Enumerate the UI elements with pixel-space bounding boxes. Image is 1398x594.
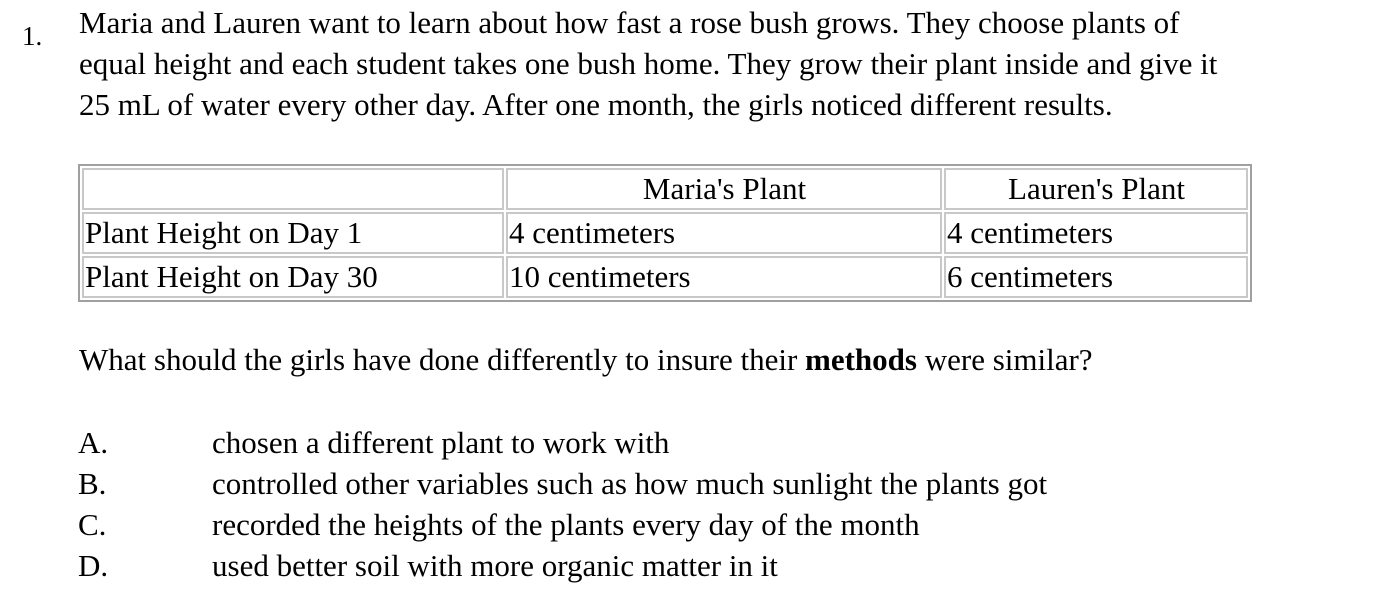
table-row [82, 256, 1248, 298]
table-cell: 10 centimeters [506, 256, 942, 298]
table-cell: 4 centimeters [506, 212, 942, 254]
choice-text: controlled other variables such as how much sunlight the plants got [212, 466, 1048, 501]
answer-choice-d[interactable] [78, 545, 1047, 586]
table-header-cell: Maria's Plant [506, 168, 942, 210]
answer-choice-c[interactable] [78, 504, 1047, 545]
choice-text: used better soil with more organic matter in it [212, 548, 778, 583]
prompt-emphasis: methods [805, 342, 917, 377]
choice-letter: B. [78, 466, 107, 501]
table-cell: 6 centimeters [944, 256, 1248, 298]
table-header-row [82, 168, 1248, 210]
prompt-text-after: were similar? [916, 342, 1093, 377]
choice-letter: C. [78, 507, 107, 542]
table-cell: 4 centimeters [944, 212, 1248, 254]
prompt-text-before: What should the girls have done differently to insure their [79, 342, 806, 377]
choice-text: chosen a different plant to work with [212, 425, 670, 460]
choice-text: recorded the heights of the plants every day of the month [212, 507, 920, 542]
answer-choices [78, 422, 1047, 586]
table-header-cell: Lauren's Plant [944, 168, 1248, 210]
stem-line: Maria and Lauren want to learn about how fast a rose bush grows. They choose plants of [79, 5, 1180, 40]
table-cell: Plant Height on Day 30 [82, 256, 504, 298]
table-row [82, 212, 1248, 254]
question-stem [79, 2, 1389, 125]
plant-height-table [78, 164, 1252, 302]
answer-choice-a[interactable] [78, 422, 1047, 463]
question-prompt [79, 339, 1093, 380]
answer-choice-b[interactable] [78, 463, 1047, 504]
choice-letter: A. [78, 425, 109, 460]
stem-line: 25 mL of water every other day. After one month, the girls noticed different results. [79, 87, 1113, 122]
choice-letter: D. [78, 548, 109, 583]
table-header-cell [82, 168, 504, 210]
stem-line: equal height and each student takes one bush home. They grow their plant inside and give it [79, 46, 1218, 81]
question-number: 1. [22, 21, 43, 51]
table-cell: Plant Height on Day 1 [82, 212, 504, 254]
